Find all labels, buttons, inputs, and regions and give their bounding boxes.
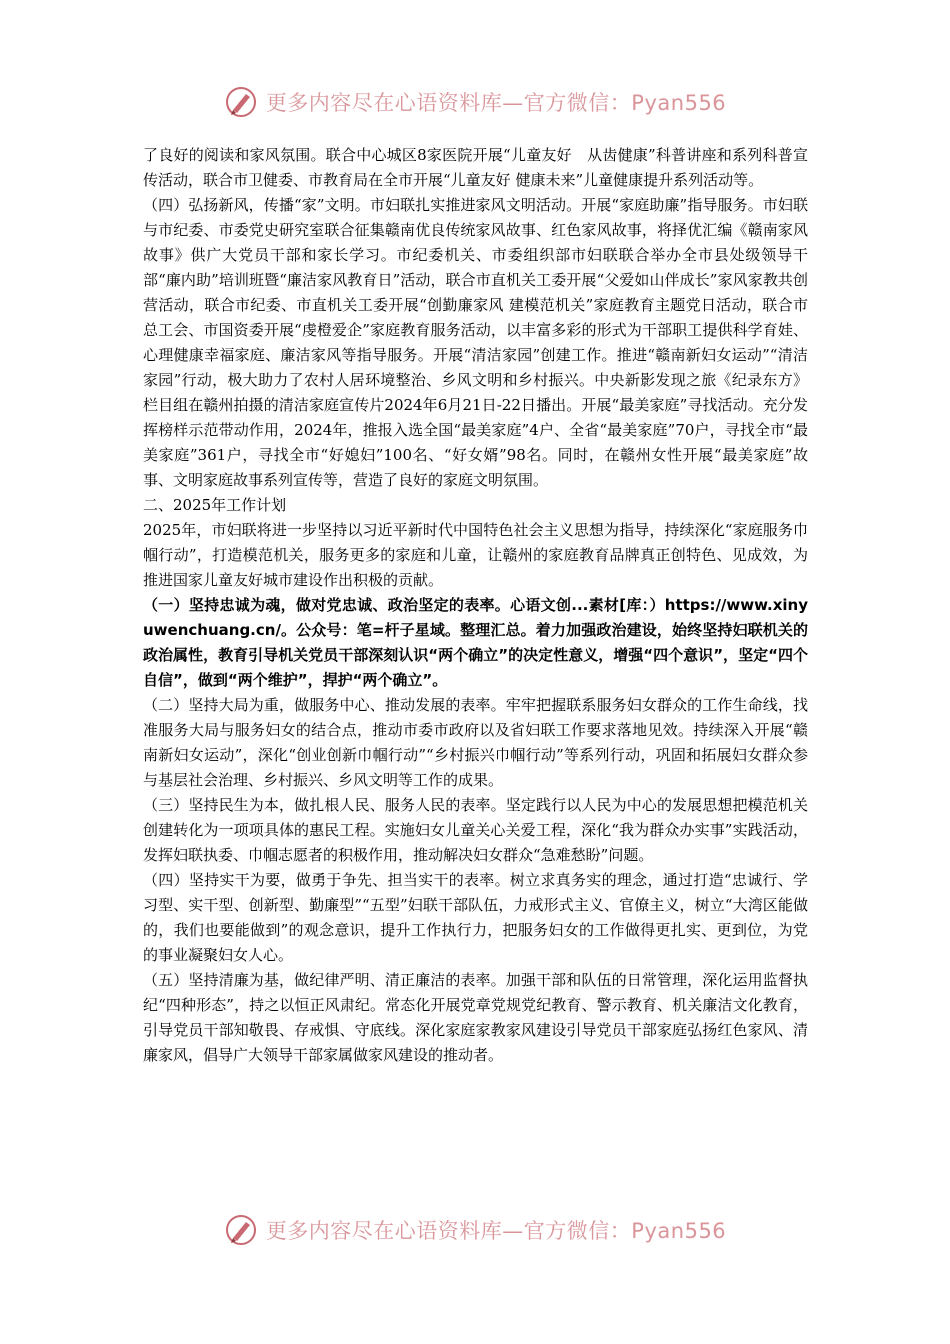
pen-logo-icon xyxy=(224,1213,258,1247)
pen-logo-icon xyxy=(224,85,258,119)
section-heading-2025-plan: 二、2025年工作计划 xyxy=(143,496,287,514)
paragraph-plan-1: （一）坚持忠诚为魂，做对党忠诚、政治坚定的表率。心语文创...素材[库：）https://www.xinyuwenchuang.cn/。公众号：笔=杆子星域。整理汇总。着力加强政治建设，始终坚持妇联机关的政治属性，教育引导机关党员干部深刻认识“两个确立”的决定性意义，增强“四个意识”，坚定“四个自信”，做到“两个维护”，捍护“两个确立”。 xyxy=(143,596,808,689)
header-banner xyxy=(0,82,950,122)
paragraph-continuation: 了良好的阅读和家风氛围。联合中心城区8家医院开展“儿童友好 从齿健康”科普讲座和系列科普宣传活动，联合市卫健委、市教育局在全市开展“儿童友好 健康未来”儿童健康提升系列活动等。 xyxy=(143,146,808,189)
paragraph-plan-4: （四）坚持实干为要，做勇于争先、担当实干的表率。树立求真务实的理念，通过打造“忠诚行、学习型、实干型、创新型、勤廉型”“五型”妇联干部队伍，力戒形式主义、官僚主义，树立“大湾区能做的，我们也要能做到”的观念意识，提升工作执行力，把服务妇女的工作做得更扎实、更到位，为党的事业凝聚妇女人心。 xyxy=(143,871,808,964)
paragraph-plan-3: （三）坚持民生为本，做扎根人民、服务人民的表率。坚定践行以人民为中心的发展思想把模范机关创建转化为一项项具体的惠民工程。实施妇女儿童关心关爱工程，深化“我为群众办实事”实践活动，发挥妇联执委、巾帼志愿者的积极作用，推动解决妇女群众“急难愁盼”问题。 xyxy=(143,796,808,864)
paragraph-plan-2: （二）坚持大局为重，做服务中心、推动发展的表率。牢牢把握联系服务妇女群众的工作生命线，找准服务大局与服务妇女的结合点，推动市委市政府以及省妇联工作要求落地见效。持续深入开展“赣南新妇女运动”，深化“创业创新巾帼行动”“乡村振兴巾帼行动”等系列行动，巩固和拓展妇女群众参与基层社会治理、乡村振兴、乡风文明等工作的成果。 xyxy=(143,696,808,789)
document-body xyxy=(143,143,808,1068)
footer-banner-text: 更多内容尽在心语资料库—官方微信：Pyan556 xyxy=(265,1219,727,1243)
paragraph-section-4: （四）弘扬新风，传播“家”文明。市妇联扎实推进家风文明活动。开展“家庭助廉”指导服务。市妇联与市纪委、市委党史研究室联合征集赣南优良传统家风故事、红色家风故事，将择优汇编《赣南家风故事》供广大党员干部和家长学习。市纪委机关、市委组织部市妇联联合举办全市县处级领导干部“廉内助”培训班暨“廉洁家风教育日”活动，联合市直机关工委开展“父爱如山伴成长”家风家教共创营活动，联合市纪委、市直机关工委开展“创勤廉家风 建模范机关”家庭教育主题党日活动，联合市总工会、市国资委开展“虔橙爱企”家庭教育服务活动，以丰富多彩的形式为干部职工提供科学育娃、心理健康幸福家庭、廉洁家风等指导服务。开展“清洁家园”创建工作。推进“赣南新妇女运动”“清洁家园”行动，极大助力了农村人居环境整治、乡风文明和乡村振兴。中央新影发现之旅《纪录东方》栏目组在赣州拍摄的清洁家庭宣传片2024年6月21日-22日播出。开展“最美家庭”寻找活动。充分发挥榜样示范带动作用，2024年，推报入选全国“最美家庭”4户、全省“最美家庭”70户，寻找全市“最美家庭”361户，寻找全市“好媳妇”100名、“好女婿”98名。同时，在赣州女性开展“最美家庭”故事、文明家庭故事系列宣传等，营造了良好的家庭文明氛围。 xyxy=(143,196,808,489)
paragraph-plan-5: （五）坚持清廉为基，做纪律严明、清正廉洁的表率。加强干部和队伍的日常管理，深化运用监督执纪“四种形态”，持之以恒正风肃纪。常态化开展党章党规党纪教育、警示教育、机关廉洁文化教育，引导党员干部知敬畏、存戒惧、守底线。深化家庭家教家风建设引导党员干部家庭弘扬红色家风、清廉家风，倡导广大领导干部家属做家风建设的推动者。 xyxy=(143,971,808,1064)
paragraph-2025-intro: 2025年，市妇联将进一步坚持以习近平新时代中国特色社会主义思想为指导，持续深化“家庭服务巾帼行动”，打造模范机关，服务更多的家庭和儿童，让赣州的家庭教育品牌真正创特色、见成效，为推进国家儿童友好城市建设作出积极的贡献。 xyxy=(143,521,808,589)
footer-banner xyxy=(0,1210,950,1250)
header-banner-text: 更多内容尽在心语资料库—官方微信：Pyan556 xyxy=(265,91,727,115)
